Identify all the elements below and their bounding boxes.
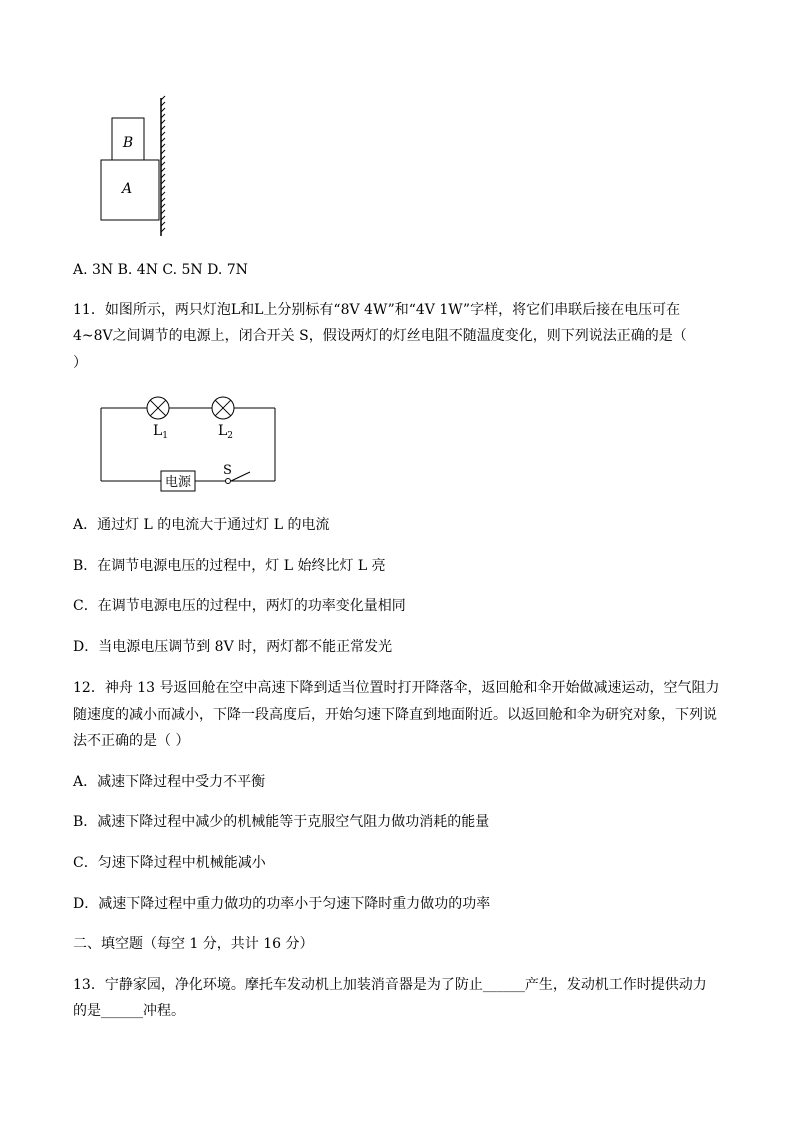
q11-option-a: A．通过灯 L 的电流大于通过灯 L 的电流 — [73, 517, 330, 533]
q11-stem-line1: 11．如图所示，两只灯泡L和L上分别标有“8V 4W”和“4V 1W”字样，将它们串联后接在电压可在 — [73, 302, 681, 318]
q12-stem-line1: 12．神舟 13 号返回舱在空中高速下降到适当位置时打开降落伞，返回舱和伞开始做减速运动，空气阻力 — [73, 680, 720, 696]
switch-contact — [226, 479, 231, 484]
q12-option-c: C．匀速下降过程中机械能减小 — [73, 855, 266, 871]
q12-option-b: B．减速下降过程中减少的机械能等于克服空气阻力做功消耗的能量 — [73, 814, 490, 830]
lamp-l2-label: $L_2$ — [218, 423, 234, 441]
q12-option-a: A．减速下降过程中受力不平衡 — [73, 774, 266, 790]
q11-option-c: C．在调节电源电压的过程中，两灯的功率变化量相同 — [73, 598, 406, 614]
power-source-label: 电源 — [164, 475, 192, 490]
section-heading: 二、填空题（每空 1 分，共计 16 分） — [73, 936, 314, 952]
block-a-label: A — [121, 181, 133, 197]
lamp-l2-icon — [212, 397, 234, 419]
circuit-diagram — [95, 392, 285, 492]
q11-option-b: B．在调节电源电压的过程中，灯 L 始终比灯 L 亮 — [73, 558, 386, 574]
blocks-wall-figure — [95, 95, 170, 240]
q10-options: A. 3N B. 4N C. 5N D. 7N — [73, 262, 248, 278]
switch-label: S — [223, 463, 232, 478]
q12-option-d: D．减速下降过程中重力做功的功率小于匀速下降时重力做功的功率 — [73, 896, 491, 912]
wall-hatching — [161, 96, 165, 236]
q11-option-d: D．当电源电压调节到 8V 时，两灯都不能正常发光 — [73, 639, 393, 655]
q12-stem-line3: 法不正确的是（ ） — [73, 733, 190, 749]
q12-stem-line2: 随速度的减小而减小，下降一段高度后，开始匀速下降直到地面附近。以返回舱和伞为研究对象，下列说 — [73, 707, 717, 723]
q13-line1: 13．宁静家园，净化环境。摩托车发动机上加装消音器是为了防止______产生，发动机工作时提供动力 — [73, 977, 707, 993]
q11-stem-line2: 4~8V之间调节的电源上，闭合开关 S，假设两灯的灯丝电阻不随温度变化，则下列说法正确的是（ — [73, 328, 687, 344]
q13-line2: 的是______冲程。 — [73, 1003, 185, 1019]
block-b-label: B — [122, 135, 134, 151]
lamp-l1-label: $L_1$ — [153, 423, 169, 441]
q11-stem-line3: ） — [73, 355, 87, 371]
lamp-l1-icon — [147, 397, 169, 419]
switch-blade — [231, 472, 250, 481]
